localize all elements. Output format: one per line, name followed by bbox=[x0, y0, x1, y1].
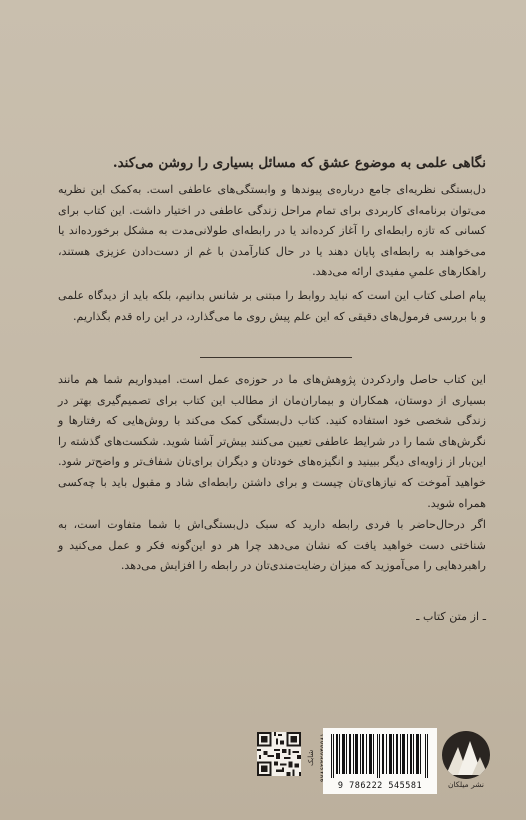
section-divider bbox=[200, 357, 352, 358]
source-attribution: ـ از متن کتاب ـ bbox=[416, 610, 486, 623]
footer-area bbox=[255, 728, 490, 794]
mountain-logo-icon bbox=[442, 731, 490, 779]
publisher-name: نشر میلکان bbox=[448, 780, 484, 789]
isbn-number: 9 786222 545581 bbox=[337, 781, 423, 791]
paragraph-research: این کتاب حاصل واردکردن پژوهش‌های ما در حوزه‌ی عمل است. امیدواریم شما هم مانند بسیاری از دوستان، همکاران و بیماران‌مان از مطالب این کتاب برای تصمیم‌گیری بهتر در زندگی شخصی خود استفاده کنید. کتاب دل‌بستگی کمک می‌کند با روش‌هایی که رفتارها و نگرش‌های شما را در شرایط عاطفی تعیین می‌کنند بیش‌تر آشنا شوید. شکست‌های گذشته را این‌بار از زاویه‌ای دیگر ببینید و انگیزه‌های خودتان و دیگران برای‌تان شفاف‌تر و واضح‌تر شود. خواهید آموخت که نیازهای‌تان چیست و برای داشتن رابطه‌ای شاد و مقبول باید با چه‌کسی همراه شوید. bbox=[58, 373, 486, 510]
cover-headline: نگاهی علمی به موضوع عشق که مسائل بسیاری را روشن می‌کند. bbox=[112, 155, 486, 171]
barcode bbox=[329, 734, 431, 778]
isbn-label-vertical: شابک bbox=[307, 749, 315, 767]
qr-code bbox=[257, 732, 301, 776]
paragraph-main-message: پیام اصلی کتاب این است که نباید روابط را مبتنی بر شانس بدانیم، بلکه باید از دیدگاه علمی و با بررسی فرمول‌های دقیقی که این علم پیش روی ما می‌گذارد، در این راه قدم بگذاریم. bbox=[58, 289, 486, 323]
paragraph-relationship: اگر درحال‌حاضر با فردی رابطه دارید که سبک دل‌بستگی‌اش با شما متفاوت است، به شناختی دست خواهید یافت که نشان می‌دهد چرا هر دو این‌گونه فکر و عمل می‌کنید و راهبردهایی را می‌آموزید که میزان رضایت‌مندی‌تان در رابطه را افزایش می‌دهد. bbox=[58, 518, 486, 573]
publisher-logo bbox=[441, 731, 491, 791]
paragraph-intro: دل‌بستگی نظریه‌ای جامع درباره‌ی پیوندها و وابستگی‌های عاطفی است. به‌کمک این نظریه می‌توان برنامه‌ای کاربردی برای تمام مراحل زندگی عاطفی در اختیار داشت. این کتاب برای کسانی که تازه رابطه‌ای را آغاز کرده‌اند یا در رابطه‌ای طولانی‌مدت به مشکل برخورده‌اند یا می‌خواهند به رابطه‌ای پایان دهند یا در حال کنارآمدن با غم از دست‌دادن عزیزی هستند، راهکارهای علمیِ مفیدی ارائه می‌دهد. bbox=[58, 183, 486, 279]
barcode-label bbox=[323, 728, 437, 794]
